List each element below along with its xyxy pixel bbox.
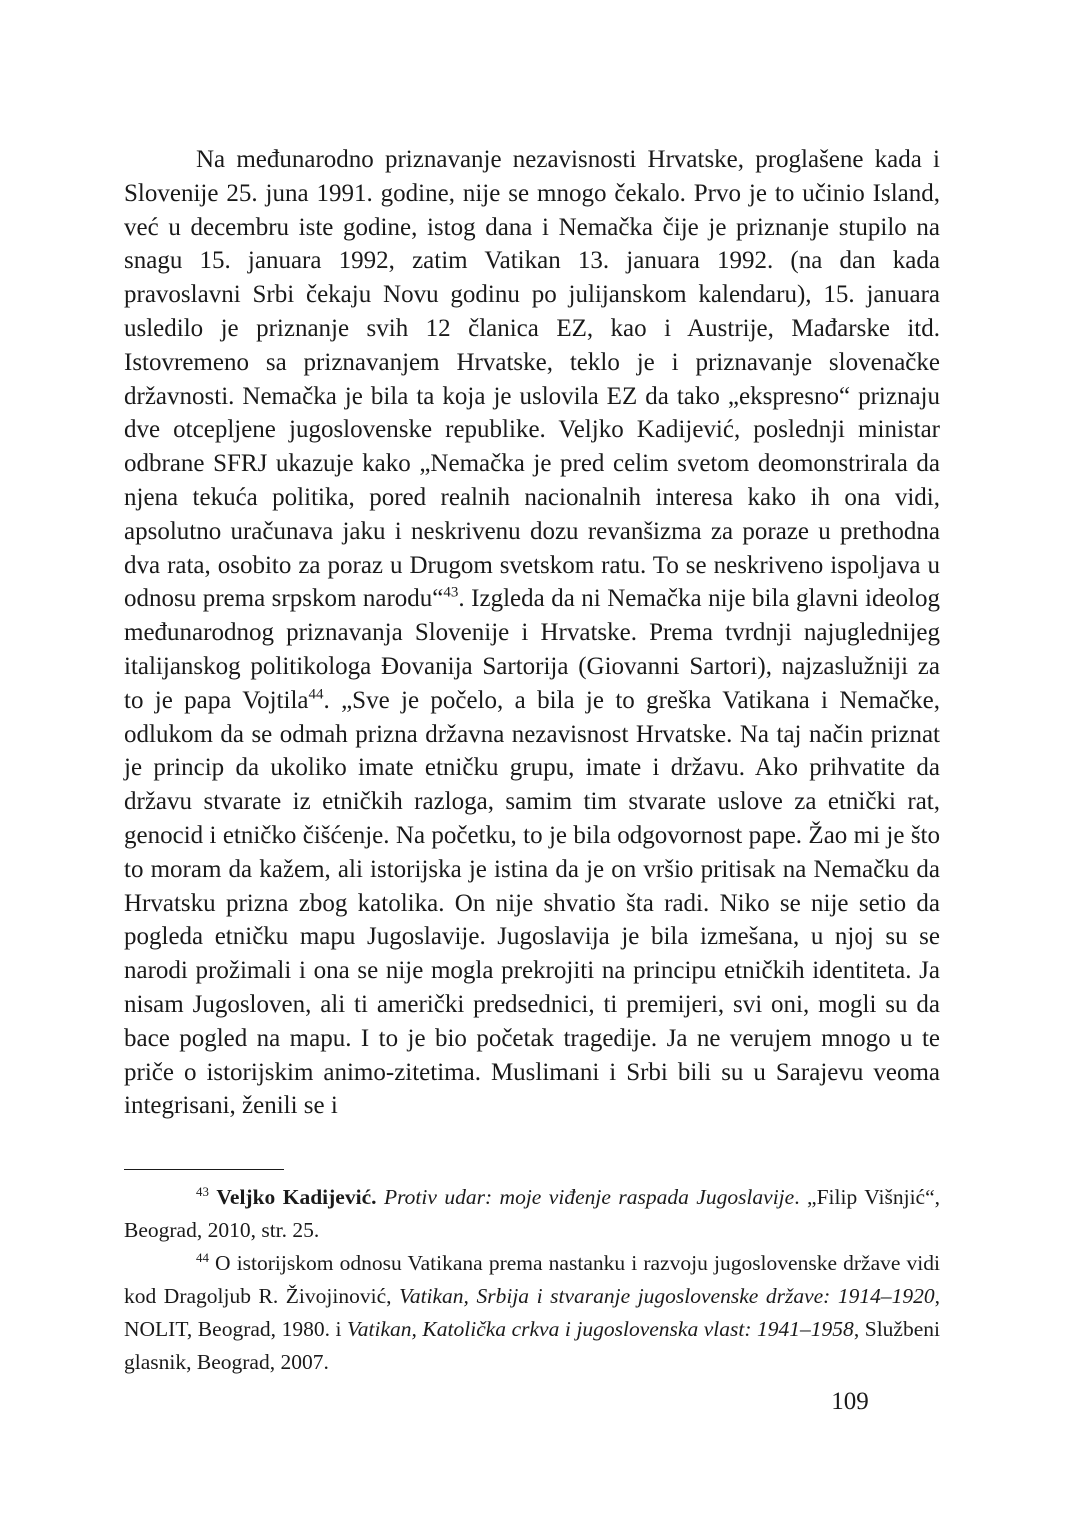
body-text-segment-1: Na međunarodno priznavanje nezavisnosti Hrvatske, proglašene kada i Slovenije 25. juna 1991. godine, nije se mnogo čekalo. Prvo je to učinio Island, već u decembru iste godine, istog dana i Nemačka čije je priznanje stupilo na snagu 15. januara 1992, zatim Vatikan 13. januara 1992. (na dan kada pravoslavni Srbi čekaju Novu godinu po julijanskom kalendaru), 15. januara usledilo je priznanje svih 12 članica EZ, kao i Austrije, Mađarske itd. Istovremeno sa priznavanjem Hrvatske, teklo je i priznavanje slovenačke državnosti. Nemačka je bila ta koja je uslovila EZ da tako „ekspresno“ priznaju dve otcepljene jugoslovenske republike. Veljko Kadijević, poslednji ministar odbrane SFRJ ukazuje kako „Nemačka je pred celim svetom deomonstrirala da njena tekuća politika, pored realnih nacionalnih interesa kako ih ona vidi, apsolutno uračunava jaku i neskrivenu dozu revanšizma za poraze u prethodna dva rata, osobito za poraz u Drugom svetskom ratu. To se neskriveno ispoljava u odnosu prema srpskom narodu“ [124,146,940,613]
footnote-ref-44[interactable]: 44 [308,686,324,703]
footnote-number-43: 43 [196,1184,209,1199]
footnote-44-text-1: O istorijskom odnosu Vatikana prema nastanku i razvoju jugoslovenske države vidi kod Dragoljub R. Živojinović, [124,1251,940,1308]
footnote-43-title: Protiv udar: moje viđenje raspada Jugoslavije [383,1185,795,1209]
body-paragraph [124,143,940,1123]
footnote-43 [124,1181,940,1247]
page-number: 109 [831,1388,869,1415]
main-text-block [124,143,940,1123]
footnote-43-author: Veljko Kadijević. [216,1185,377,1209]
footnote-ref-43[interactable]: 43 [443,585,459,602]
body-text-segment-2: . Izgleda da ni Nemačka nije bila glavni ideolog međunarodnog priznavanja Slovenije i Hrvatske. Prema tvrdnji najuglednijeg italijanskog politikologa Đovanija Sartorija (Giovanni Sartori), najzaslužniji za to je papa Vojtila [124,585,940,714]
footnote-44-title-1: Vatikan, Srbija i stvaranje jugoslovenske države: 1914–1920 [399,1284,935,1308]
footnote-separator [124,1169,284,1170]
footnote-44-title-2: Vatikan, Katolička crkva i jugoslovenska vlast: 1941–1958 [347,1317,854,1341]
footnote-44-text-2: , NOLIT, Beograd, 1980. i [124,1284,941,1341]
footnote-44 [124,1247,940,1379]
footnotes-section [124,1181,940,1379]
footnote-44-text-3: , Službeni glasnik, Beograd, 2007. [124,1317,940,1374]
footnote-number-44: 44 [196,1250,209,1265]
body-text-segment-3: . „Sve je počelo, a bila je to greška Vatikana i Nemačke, odlukom da se odmah prizna državna nezavisnost Hrvatske. Na taj način priznat je princip da ukoliko imate etničku grupu, imate i državu. Ako prihvatite da državu stvarate iz etničkih razloga, samim tim stvarate uslove za etnički rat, genocid i etničko čišćenje. Na početku, to je bila odgovornost pape. Žao mi je što to moram da kažem, ali istorijska je istina da je on vršio pritisak na Nemačku da Hrvatsku prizna zbog katolika. On nije shvatio šta radi. Niko se nije setio da pogleda etničku mapu Jugoslavije. Jugoslavija je bila izmešana, u njoj su se narodi prožimali i ona se nije mogla prekrojiti na principu etničkih identiteta. Ja nisam Jugosloven, ali ti američki predsednici, ti premijeri, svi oni, mogli su da bace pogled na mapu. I to je bio početak tragedije. Ja ne verujem mnogo u te priče o istorijskim animo-zitetima. Muslimani i Srbi bili su u Sarajevu veoma integrisani, ženili se i [124,686,940,1120]
footnote-43-publication: . „Filip Višnjić“, Beograd, 2010, str. 25. [124,1185,940,1242]
